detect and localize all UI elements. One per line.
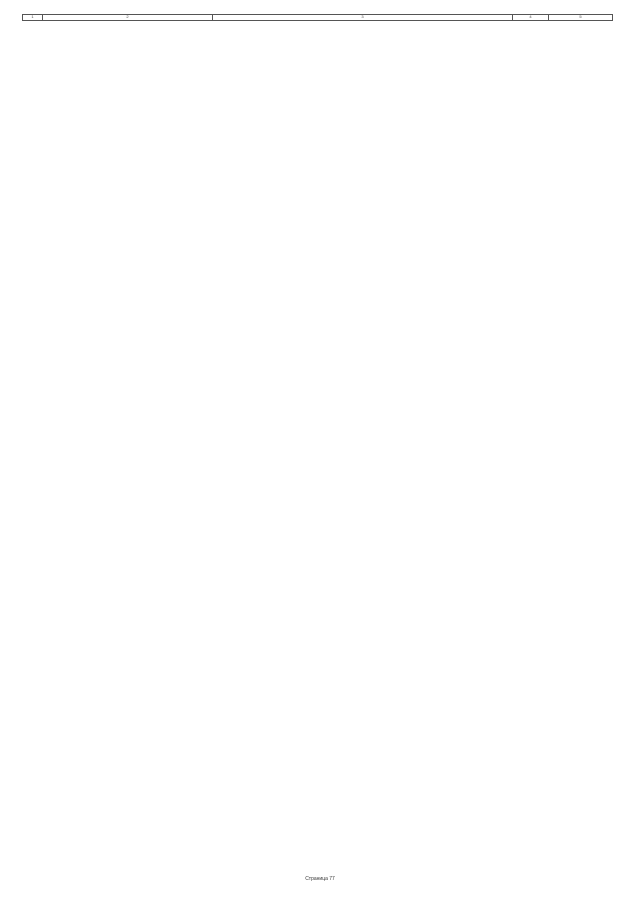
- page-footer: Страница 77: [305, 876, 335, 882]
- header-cell-year: 4: [513, 15, 549, 21]
- header-cell-description: 3: [213, 15, 513, 21]
- header-cell-num: 1: [23, 15, 43, 21]
- header-cell-period: 5: [549, 15, 613, 21]
- works-table: [22, 14, 613, 21]
- header-cell-address: 2: [43, 15, 213, 21]
- works-table-body: [23, 15, 613, 21]
- table-header-row: [23, 15, 613, 21]
